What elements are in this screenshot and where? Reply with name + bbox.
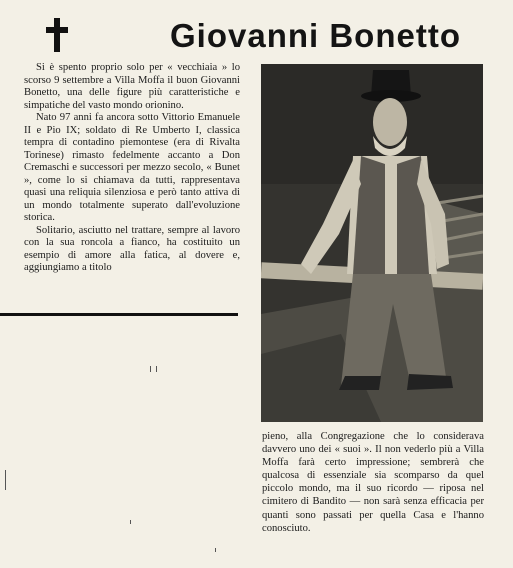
print-speck	[215, 548, 216, 552]
left-column	[24, 62, 240, 275]
cross-icon	[46, 18, 68, 52]
portrait-photo	[261, 64, 483, 422]
print-speck	[130, 520, 131, 524]
print-speck	[5, 470, 6, 490]
paragraph-4: pieno, alla Congregazione che lo considerava davvero uno dei « suoi ». Il non vederlo più a Villa Moffa farà certo impressione; sembrerà che qualcosa di essenziale sia scomparso da quel piccolo mondo, ma il suo ricordo — riposa nel cimitero di Bandito — non sarà senza efficacia per quanti sono passati per quella Casa e l'hanno conosciuto.	[262, 431, 484, 534]
paragraph-1: Si è spento proprio solo per « vecchiaia » lo scorso 9 settembre a Villa Moffa il buon Giovanni Bonetto, una delle figure più caratteristiche e simpatiche del vasto mondo orionino.	[24, 62, 240, 111]
column-divider-rule	[0, 313, 238, 316]
print-speck	[150, 366, 151, 372]
paragraph-3: Solitario, asciutto nel trattare, sempre al lavoro con la sua roncola a fianco, ha costituito un esempio di amore alla fatica, al dovere e, aggiungiamo a titolo	[24, 224, 240, 273]
print-speck	[156, 366, 157, 372]
paragraph-2: Nato 97 anni fa ancora sotto Vittorio Emanuele II e Pio IX; soldato di Re Umberto I, classica tempra di contadino piemontese (era di Rivalta Torinese) rimasto fedelmente accanto a Don Cremaschi e successori per mezzo secolo, « Bunet », come lo si chiamava da tutti, rappresentava quasi una reliquia silenziosa e però tanto attiva di un mondo totalmente superato dall'evoluzione storica.	[24, 112, 240, 223]
right-column	[262, 430, 484, 535]
article-title: Giovanni Bonetto	[170, 17, 461, 54]
photo-illustration	[261, 64, 483, 422]
